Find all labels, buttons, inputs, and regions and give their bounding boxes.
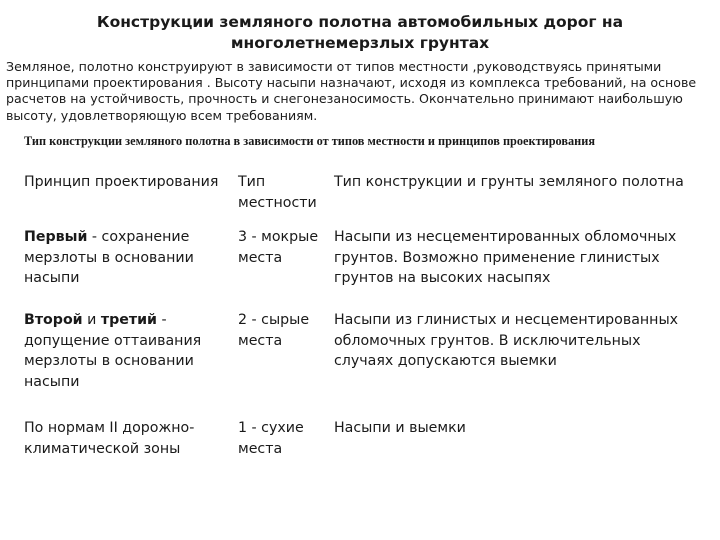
principle-connector: и <box>82 312 101 328</box>
table-row <box>24 310 704 418</box>
terrain-cell: 2 - сырые места <box>238 312 310 349</box>
table-row <box>24 418 704 478</box>
header-terrain: Тип местности <box>238 174 317 211</box>
principle-bold: Второй <box>24 312 83 328</box>
principle-text: - сохранение мерзлоты в основании насыпи <box>24 229 194 286</box>
principle-text: - допущение оттаивания мерзлоты в основании насыпи <box>24 312 202 390</box>
header-principle: Принцип проектирования <box>24 174 219 190</box>
table-header-row <box>24 172 704 227</box>
construction-cell: Насыпи из глинистых и несцементированных обломочных грунтов. В исключительных случаях допускаются выемки <box>334 312 679 369</box>
principle-cell: По нормам II дорожно-климатической зоны <box>24 420 195 457</box>
construction-cell: Насыпи и выемки <box>334 420 466 436</box>
table-title: Тип конструкции земляного полотна в зависимости от типов местности и принципов проектирования <box>24 134 595 148</box>
terrain-cell: 1 - сухие места <box>238 420 304 457</box>
construction-cell: Насыпи из несцементированных обломочных грунтов. Возможно применение глинистых грунтов на высоких насыпях <box>334 229 677 286</box>
intro-paragraph: Земляное, полотно конструируют в зависимости от типов местности ,руководствуясь принятыми принципами проектирования . Высоту насыпи назначают, исходя из комплекса требований, на основе расчетов на устойчивость, прочность и снегонезаносимость. Окончательно принимают наибольшую высоту, удовлетворяющую всем требованиям. <box>6 59 697 123</box>
design-table <box>24 172 704 478</box>
principle-bold-second: третий <box>100 312 157 328</box>
page-title: Конструкции земляного полотна автомобильных дорог на многолетнемерзлых грунтах <box>96 13 624 52</box>
principle-cell <box>24 310 238 418</box>
principle-bold: Первый <box>24 229 88 245</box>
header-construction: Тип конструкции и грунты земляного полотна <box>334 174 684 190</box>
principle-cell <box>24 227 238 310</box>
terrain-cell: 3 - мокрые места <box>238 229 319 266</box>
table-row <box>24 227 704 310</box>
